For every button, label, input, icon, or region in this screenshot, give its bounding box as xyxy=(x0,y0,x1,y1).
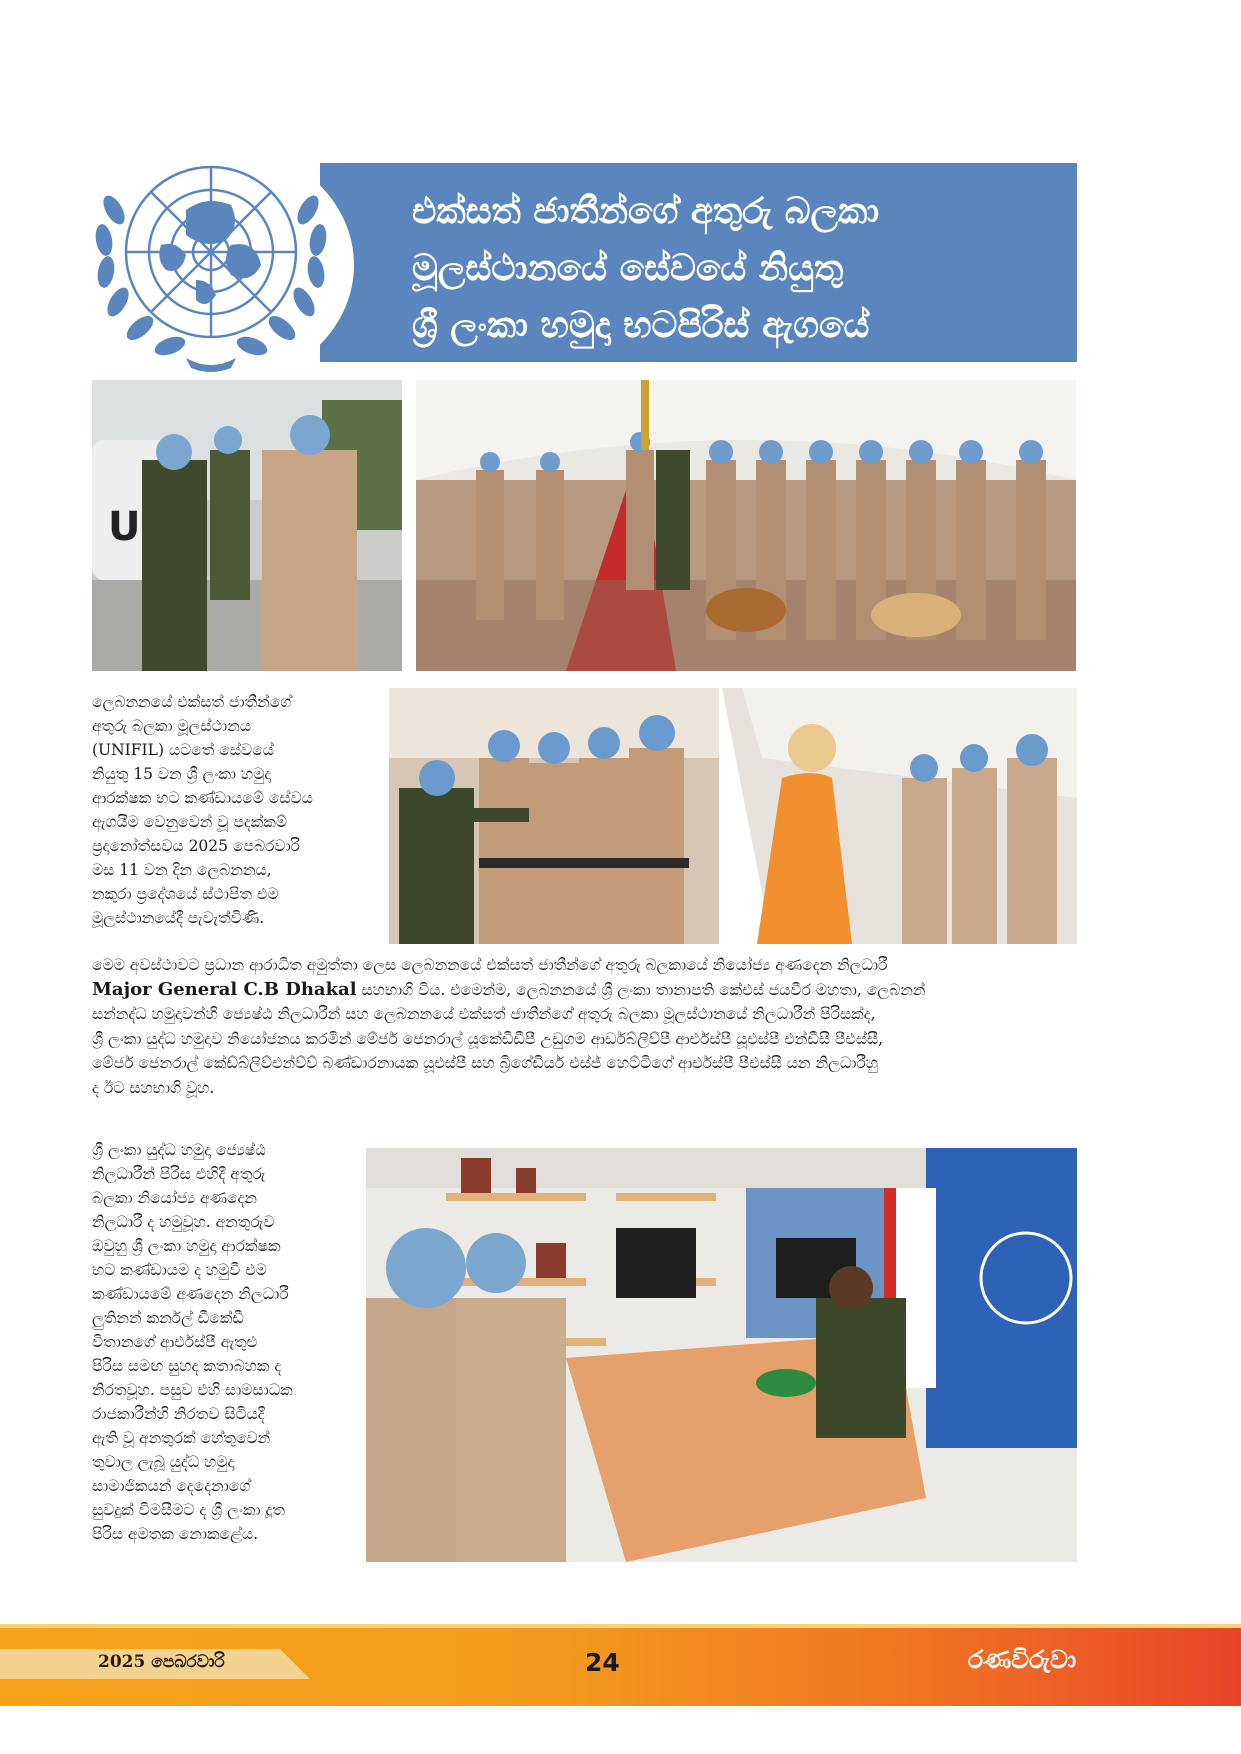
intro-line: මූලස්ථානයේදී පැවැත්විණි. xyxy=(92,909,265,927)
guests-line: ද ඊට සහභාගි වූහ. xyxy=(92,1078,215,1097)
office-meeting-photo xyxy=(366,1148,1077,1562)
footer-date: 2025 පෙබරවාරි xyxy=(98,1652,225,1672)
meeting-line: නිරතවූහ. පසුව එහි සාමසාධක xyxy=(92,1381,293,1399)
guests-line: මේජර් ජෙනරාල් කේඩ්බ්ලිව්එන්ව්ව් බණ්ඩාරනායක යූඑස්පී සහ බ්‍රිගේඩියර් එස්ජ් හෙට්ටිගේ ආර්එස්පී පීඑස්සී යන නිලධාරීහු xyxy=(92,1054,878,1072)
guests-line: ශ්‍රී ලංකා යුද්ධ හමුදාව නියෝජනය කරමින් මේජර් ජෙනරාල් යූකේඩීඩීපී උඩුගම ආර්ඩබ්ලිව්පී ආර්එස්පී යූඑස්පී එන්ඩීසී පීඑස්සී, xyxy=(92,1029,884,1048)
intro-line: අතුරු බලකා මූලස්ථානය xyxy=(92,717,251,735)
intro-line: ලෙබනනයේ එක්සත් ජාතීන්ගේ xyxy=(92,693,292,711)
intro-line: නියුතු 15 වන ශ්‍රී ලංකා හමුදා xyxy=(92,765,272,783)
guests-line: මෙම අවස්ථාවට ප්‍රධාන ආරාධිත අමුත්තා ලෙස ලෙබනනයේ එක්සත් ජාතීන්ගේ අතුරු බලකායේ නියෝජ්‍ය අණදෙන නිලධාරී xyxy=(92,956,888,974)
chief-guest-name: Major General C.B Dhakal xyxy=(92,978,357,1000)
meeting-line: තුවාල ලැබූ යුද්ධ හමුදා xyxy=(92,1453,235,1471)
title-line-1: එක්සත් ජාතීන්ගේ අතුරු බලකා xyxy=(412,191,880,232)
magazine-brand: රණවිරුවා xyxy=(968,1645,1077,1674)
page-number: 24 xyxy=(585,1648,620,1677)
meeting-line: සාමාජිකයන් දෙදෙනාගේ xyxy=(92,1477,251,1495)
intro-line: ඇගයීම වෙනුවෙන් වූ පදක්කම් xyxy=(92,813,288,831)
meeting-line: කණ්ඩායමේ අණදෙන නිලධාරී xyxy=(92,1285,289,1303)
meeting-line: ඇති වූ අනතුරක් හේතුවෙන් xyxy=(92,1429,271,1447)
intro-line: ආරක්ෂක භට කණ්ඩායමේ සේවය xyxy=(92,789,313,807)
medal-award-photo xyxy=(722,688,1077,944)
meeting-line: ලුතිනන් කර්නල් ඩීකේඩී xyxy=(92,1309,244,1327)
medal-pinning-photo xyxy=(389,688,719,944)
meeting-line: නිලධාරී ද හමුවූහ. අනතුරුව xyxy=(92,1213,275,1231)
meeting-line: ඔවුහු ශ්‍රී ලංකා හමුදා ආරක්ෂක xyxy=(92,1237,281,1255)
meeting-line: රාජකාරීන්හි නිරතව සිටියදී xyxy=(92,1405,265,1423)
title-line-3: ශ්‍රී ලංකා හමුදා භටපිරිස් ඇගයේ xyxy=(412,305,870,346)
title-line-2: මූලස්ථානයේ සේවයේ නියුතු xyxy=(412,248,844,289)
meeting-line: විතානගේ ආර්එස්පී ඇතුළු xyxy=(92,1333,258,1351)
page-title xyxy=(412,183,1052,354)
meeting-line: සුවදුක් විමසීමට ද ශ්‍රී ලංකා දූත xyxy=(92,1501,285,1519)
un-emblem-icon xyxy=(66,140,356,390)
meeting-line: ශ්‍රී ලංකා යුද්ධ හමුදා ජ්‍යෙෂ්ඨ xyxy=(92,1141,266,1159)
guests-line-rest: සහභාගි විය. එමෙන්ම, ලෙබනනයේ ශ්‍රී ලංකා තානාපති කේඑස් ජයවීර මහතා, ලෙබනන් xyxy=(356,980,926,999)
intro-line: මස 11 වන දින ලෙබනනය, xyxy=(92,861,272,879)
meeting-line: බලකා නියෝජ්‍ය අණදෙන xyxy=(92,1189,258,1207)
guests-line: සන්නද්ධ හමුදාවන්හි ජ්‍යෙෂ්ඨ නිලධාරීන් සහ ලෙබනනයේ එක්සත් ජාතීන්ගේ අතුරු බලකා මූලස්ථානයේ නිලධාරීන් පිරිසක්ද, xyxy=(92,1005,876,1023)
svg-text:U: U xyxy=(108,504,141,550)
meeting-line: නිලධාරීන් පිරිස එහිදී අතුරු xyxy=(92,1165,266,1183)
guests-line-with-name xyxy=(92,978,1077,1003)
meeting-paragraph xyxy=(92,1138,367,1546)
guests-paragraph xyxy=(92,953,1077,1100)
intro-paragraph xyxy=(92,690,392,930)
meeting-line: භට කණ්ඩායම ද හමුවී එම xyxy=(92,1261,267,1279)
handshake-photo xyxy=(92,380,402,671)
intro-line: නකුරා ප්‍රදේශයේ ස්ථාපිත එම xyxy=(92,885,279,903)
parade-photo xyxy=(416,380,1076,671)
intro-line: ප්‍රදානෝත්සවය 2025 පෙබරවාරි xyxy=(92,837,301,855)
intro-line: (UNIFIL) යටතේ සේවයේ xyxy=(92,741,274,759)
meeting-line: පිරිස අමතක නොකළේය. xyxy=(92,1525,258,1543)
meeting-line: පිරිස සමඟ සුහද කතාබහක ද xyxy=(92,1357,282,1375)
